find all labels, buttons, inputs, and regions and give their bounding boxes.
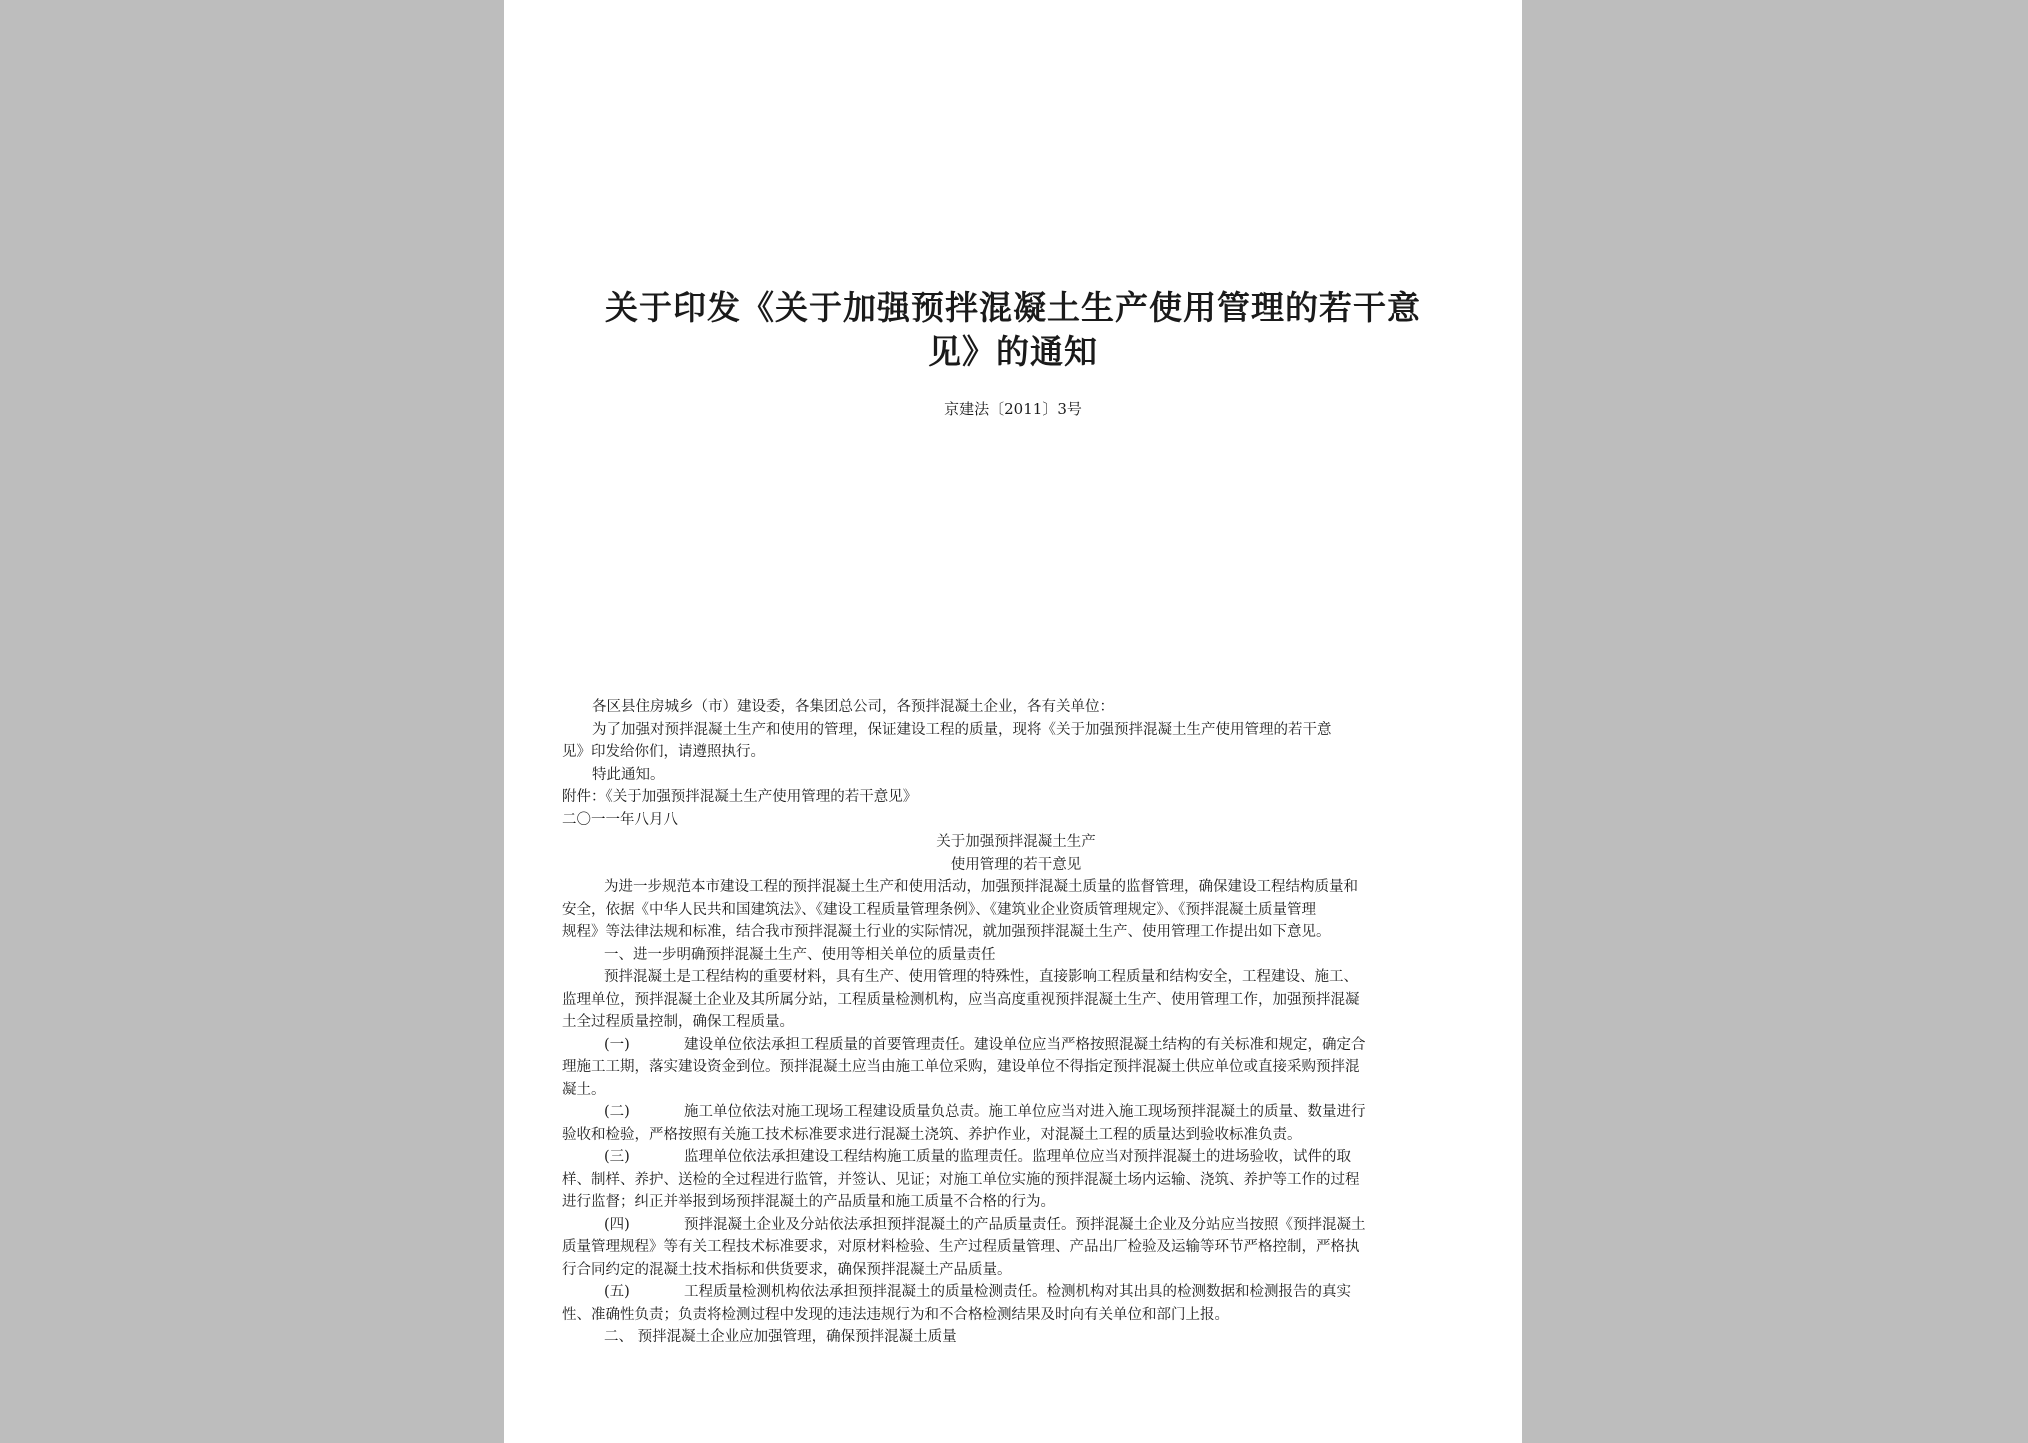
clause-text: 预拌混凝土企业及分站依法承担预拌混凝土的产品质量责任。预拌混凝土企业及分站应当按照《预拌混凝土	[684, 1216, 1366, 1233]
clause-number: (三)	[604, 1149, 630, 1165]
body-line: 见》印发给你们，请遵照执行。	[562, 744, 765, 760]
body-line: 安全，依据《中华人民共和国建筑法》、《建设工程质量管理条例》、《建筑业企业资质管理规定》、《预拌混凝土质量管理	[562, 901, 1316, 918]
body-line: 规程》等法律法规和标准，结合我市预拌混凝土行业的实际情况，就加强预拌混凝土生产、使用管理工作提出如下意见。	[562, 924, 1331, 940]
clause-text: 施工单位依法对施工现场工程建设质量负总责。施工单位应当对进入施工现场预拌混凝土的质量、数量进行	[684, 1104, 1366, 1120]
body-line: 为了加强对预拌混凝土生产和使用的管理，保证建设工程的质量，现将《关于加强预拌混凝土生产使用管理的若干意	[592, 721, 1332, 738]
clause-line	[562, 1214, 1470, 1237]
date-line: 二〇一一年八月八	[562, 811, 678, 828]
body-line: 进行监督；纠正并举报到场预拌混凝土的产品质量和施工质量不合格的行为。	[562, 1194, 1055, 1210]
clause-line	[562, 1281, 1470, 1304]
body-line: 为进一步规范本市建设工程的预拌混凝土生产和使用活动，加强预拌混凝土质量的监督管理，确保建设工程结构质量和	[604, 879, 1358, 895]
title-line-1: 关于印发《关于加强预拌混凝土生产使用管理的若干意	[605, 288, 1421, 327]
clause-number: (二)	[604, 1104, 630, 1120]
attachment-line: 附件：《关于加强预拌混凝土生产使用管理的若干意见》	[562, 789, 918, 805]
body-line: 样、制样、养护、送检的全过程进行监管，并签认、见证；对施工单位实施的预拌混凝土场内运输、浇筑、养护等工作的过程	[562, 1171, 1360, 1188]
title-line-2: 见》的通知	[928, 332, 1098, 371]
attachment-title-line-1: 关于加强预拌混凝土生产	[936, 834, 1096, 850]
clause-text: 工程质量检测机构依法承担预拌混凝土的质量检测责任。检测机构对其出具的检测数据和检测报告的真实	[684, 1284, 1351, 1300]
section-heading: 一、进一步明确预拌混凝土生产、使用等相关单位的质量责任	[604, 946, 996, 963]
clause-line	[562, 1034, 1470, 1057]
clause-number: (五)	[604, 1284, 630, 1300]
body-line: 预拌混凝土是工程结构的重要材料，具有生产、使用管理的特殊性，直接影响工程质量和结构安全，工程建设、施工、	[604, 969, 1358, 985]
body-line: 凝土。	[562, 1081, 606, 1098]
document-page	[504, 0, 1522, 1443]
section-heading: 二、 预拌混凝土企业应加强管理，确保预拌混凝土质量	[604, 1329, 957, 1345]
document-number: 京建法〔2011〕3号	[944, 400, 1082, 418]
body-line: 监理单位，预拌混凝土企业及其所属分站，工程质量检测机构，应当高度重视预拌混凝土生产、使用管理工作，加强预拌混凝	[562, 991, 1360, 1008]
document-body	[562, 696, 1470, 1349]
body-line: 土全过程质量控制，确保工程质量。	[562, 1014, 794, 1030]
body-line: 行合同约定的混凝土技术指标和供货要求，确保预拌混凝土产品质量。	[562, 1261, 1012, 1278]
clause-text: 建设单位依法承担工程质量的首要管理责任。建设单位应当严格按照混凝土结构的有关标准和规定，确定合	[684, 1036, 1366, 1053]
document-title	[564, 286, 1462, 374]
body-line: 验收和检验，严格按照有关施工技术标准要求进行混凝土浇筑、养护作业，对混凝土工程的质量达到验收标准负责。	[562, 1126, 1302, 1143]
addressee-line: 各区县住房城乡（市）建设委，各集团总公司，各预拌混凝土企业，各有关单位：	[592, 699, 1114, 715]
clause-line	[562, 1101, 1470, 1124]
clause-number: (四)	[604, 1216, 630, 1233]
clause-number: (一)	[604, 1036, 630, 1053]
body-line: 质量管理规程》等有关工程技术标准要求，对原材料检验、生产过程质量管理、产品出厂检验及运输等环节严格控制，严格执	[562, 1239, 1360, 1255]
body-line: 特此通知。	[592, 766, 665, 783]
attachment-title-line-2: 使用管理的若干意见	[950, 856, 1082, 873]
body-line: 性、准确性负责；负责将检测过程中发现的违法违规行为和不合格检测结果及时向有关单位和部门上报。	[562, 1306, 1229, 1323]
clause-text: 监理单位依法承担建设工程结构施工质量的监理责任。监理单位应当对预拌混凝土的进场验收，试件的取	[684, 1149, 1351, 1165]
body-line: 理施工工期，落实建设资金到位。预拌混凝土应当由施工单位采购，建设单位不得指定预拌混凝土供应单位或直接采购预拌混	[562, 1059, 1360, 1075]
clause-line	[562, 1146, 1470, 1169]
